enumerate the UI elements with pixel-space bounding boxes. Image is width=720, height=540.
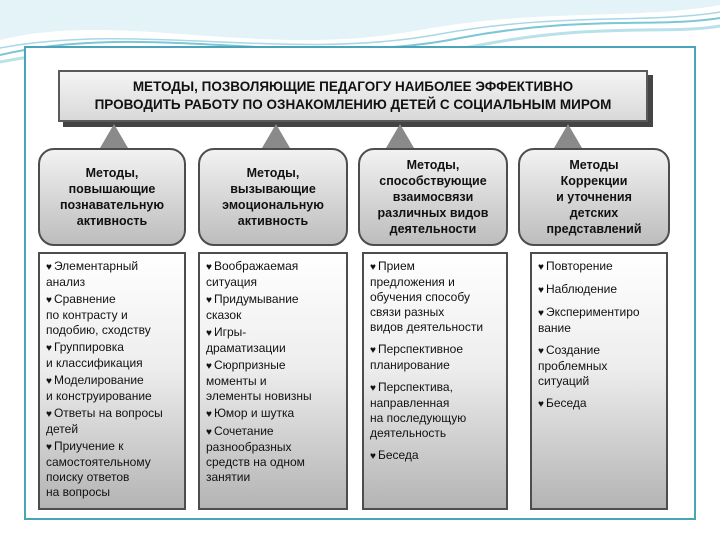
heart-bullet-icon: ♥: [206, 295, 212, 306]
list-item: ♥ Сочетание разнообразных средств на одном занятии: [206, 424, 305, 484]
list-item: ♥ Создание проблемных ситуаций: [538, 343, 608, 388]
heart-bullet-icon: ♥: [206, 361, 212, 372]
list-item: ♥ Перспективное планирование: [370, 342, 464, 372]
heart-bullet-icon: ♥: [46, 262, 52, 273]
arrow-to-column-1: [100, 124, 128, 148]
column-3-head: [358, 148, 508, 246]
heart-bullet-icon: ♥: [538, 346, 544, 357]
list-item: ♥ Группировка и классификация: [46, 340, 143, 370]
list-item: ♥ Элементарный анализ: [46, 259, 139, 289]
column-2-head: [198, 148, 348, 246]
heart-bullet-icon: ♥: [46, 409, 52, 420]
heart-bullet-icon: ♥: [370, 345, 376, 356]
column-1-title: Методы, повышающие познавательную активность: [59, 166, 165, 228]
arrow-to-column-3: [386, 124, 414, 148]
list-item: ♥ Приучение к самостоятельному поиску ответов на вопросы: [46, 439, 151, 499]
heart-bullet-icon: ♥: [538, 262, 544, 273]
heart-bullet-icon: ♥: [538, 285, 544, 296]
arrow-to-column-2: [262, 124, 290, 148]
heart-bullet-icon: ♥: [370, 383, 376, 394]
list-item: ♥ Моделирование и конструирование: [46, 373, 152, 403]
column-4-head: [518, 148, 670, 246]
heart-bullet-icon: ♥: [46, 343, 52, 354]
column-1-body: [38, 252, 186, 510]
list-item: ♥ Повторение: [538, 259, 613, 273]
title-line-1: МЕТОДЫ, ПОЗВОЛЯЮЩИЕ ПЕДАГОГУ НАИБОЛЕЕ ЭФФЕКТИВНО: [132, 79, 574, 94]
list-item: ♥ Ответы на вопросы детей: [46, 406, 163, 436]
heart-bullet-icon: ♥: [46, 442, 52, 453]
list-item: ♥ Игры- драматизации: [206, 325, 286, 355]
column-2-title: Методы, вызывающие эмоциональную активность: [222, 166, 324, 228]
diagram-title: [58, 70, 648, 122]
column-2-body: [198, 252, 348, 510]
list-item: ♥ Сюрпризные моменты и элементы новизны: [206, 358, 312, 403]
column-1-head: [38, 148, 186, 246]
column-4-title: Методы Коррекции и уточнения детских представлений: [546, 158, 642, 236]
heart-bullet-icon: ♥: [538, 399, 544, 410]
arrow-to-column-4: [554, 124, 582, 148]
column-4-body: [530, 252, 668, 510]
heart-bullet-icon: ♥: [370, 262, 376, 273]
heart-bullet-icon: ♥: [206, 262, 212, 273]
list-item: ♥ Экспериментиро вание: [538, 305, 640, 335]
column-3-body: [362, 252, 508, 510]
heart-bullet-icon: ♥: [46, 376, 52, 387]
list-item: ♥ Юмор и шутка: [206, 406, 295, 420]
column-3-title: Методы, способствующие взаимосвязи различных видов деятельности: [377, 158, 489, 236]
heart-bullet-icon: ♥: [206, 328, 212, 339]
heart-bullet-icon: ♥: [206, 409, 212, 420]
list-item: ♥ Воображаемая ситуация: [206, 259, 299, 289]
list-item: ♥ Прием предложения и обучения способу связи разных видов деятельности: [370, 259, 484, 334]
list-item: ♥ Беседа: [370, 448, 419, 462]
heart-bullet-icon: ♥: [370, 451, 376, 462]
list-item: ♥ Сравнение по контрасту и подобию, сходству: [46, 292, 151, 337]
title-line-2: ПРОВОДИТЬ РАБОТУ ПО ОЗНАКОМЛЕНИЮ ДЕТЕЙ С СОЦИАЛЬНЫМ МИРОМ: [94, 97, 612, 112]
heart-bullet-icon: ♥: [206, 427, 212, 438]
list-item: ♥ Беседа: [538, 396, 587, 410]
heart-bullet-icon: ♥: [538, 308, 544, 319]
list-item: ♥ Придумывание сказок: [206, 292, 299, 322]
list-item: ♥ Перспектива, направленная на последующую деятельность: [370, 380, 467, 440]
heart-bullet-icon: ♥: [46, 295, 52, 306]
list-item: ♥ Наблюдение: [538, 282, 618, 296]
